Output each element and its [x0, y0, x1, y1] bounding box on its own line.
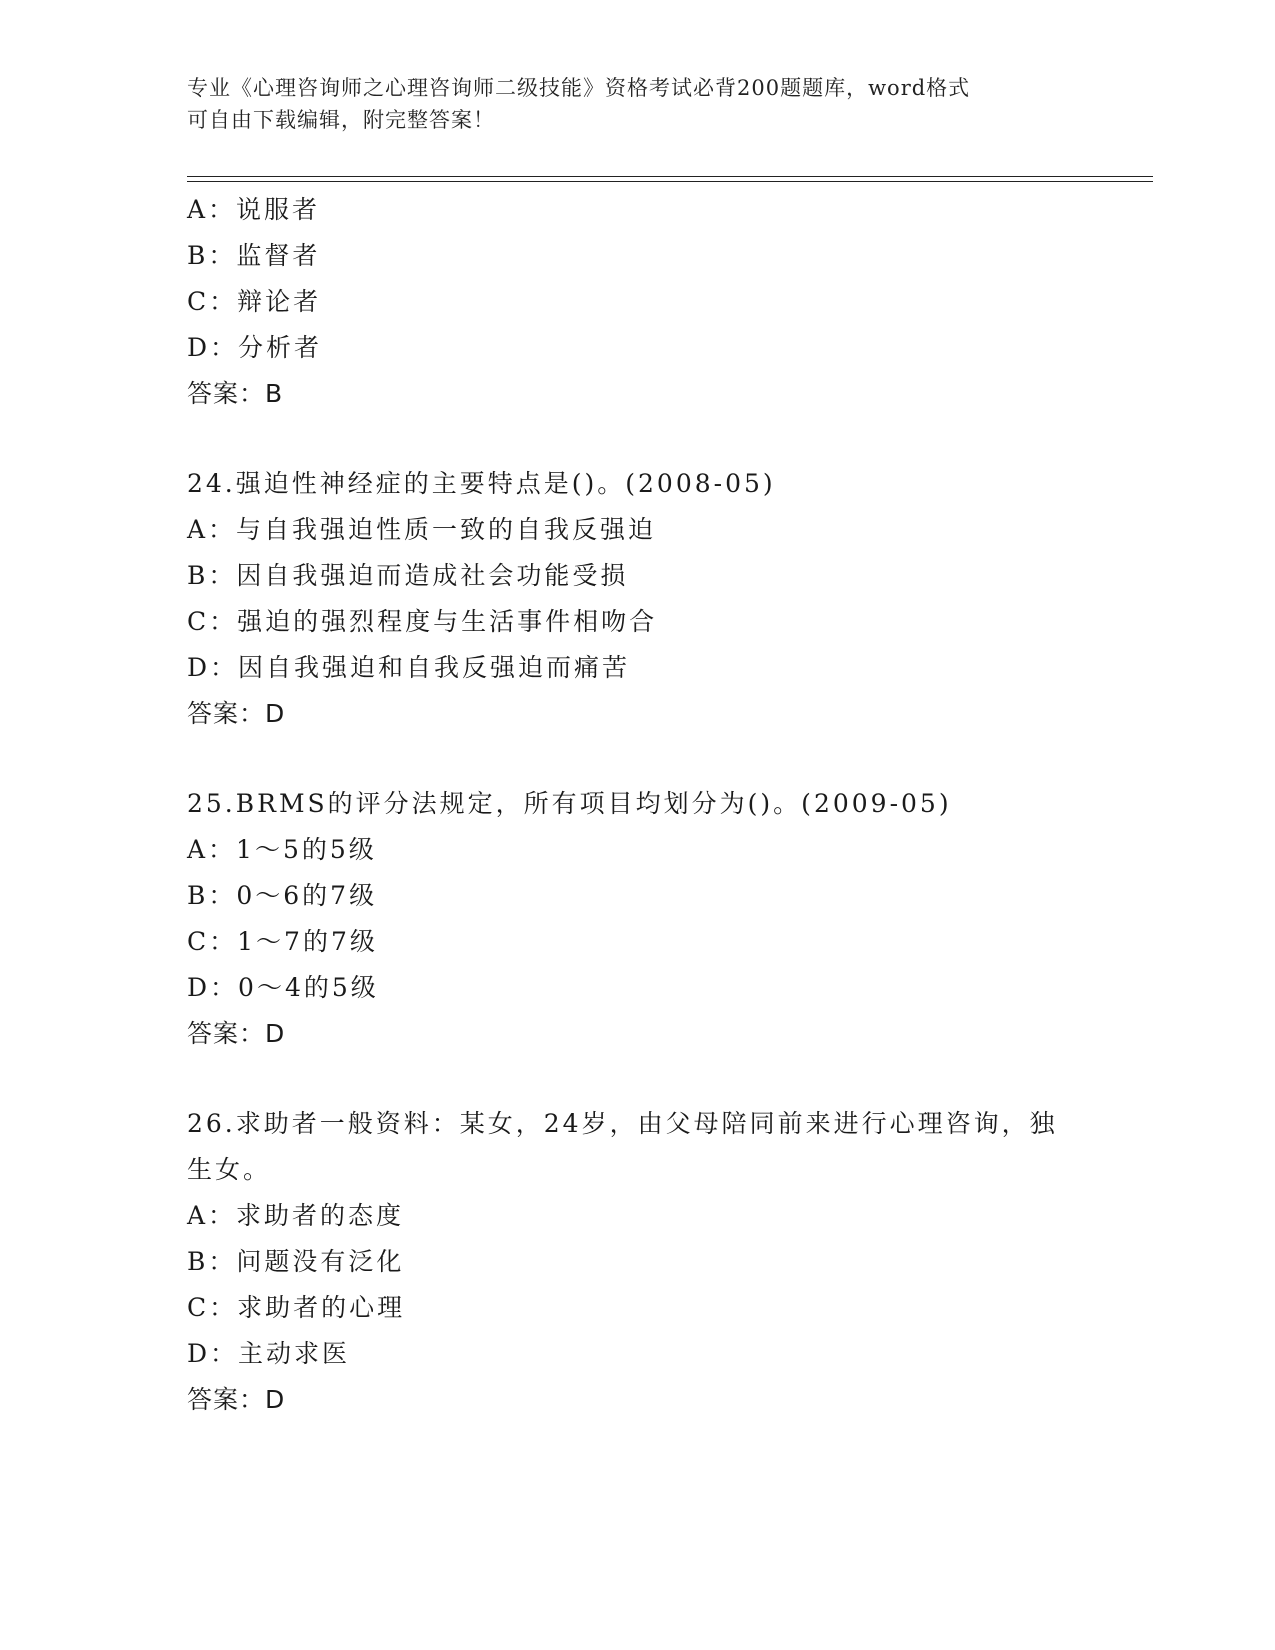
option-b: B：问题没有泛化 [187, 1247, 405, 1276]
header-line-1: 专业《心理咨询师之心理咨询师二级技能》资格考试必背200题题库，word格式 [187, 76, 971, 100]
header-rule-bottom [187, 181, 1153, 182]
question-block-24 [187, 461, 1087, 737]
question-text: 25.BRMS的评分法规定，所有项目均划分为()。(2009-05) [187, 789, 952, 818]
option-b: B：0～6的7级 [187, 881, 378, 910]
option-d: D：因自我强迫和自我反强迫而痛苦 [187, 653, 631, 682]
header-rule-top [187, 176, 1153, 177]
option-d: D：主动求医 [187, 1339, 351, 1368]
option-d: D：0～4的5级 [187, 973, 379, 1002]
option-c: C：强迫的强烈程度与生活事件相吻合 [187, 607, 658, 636]
option-a: A：与自我强迫性质一致的自我反强迫 [187, 515, 657, 544]
option-a: A：说服者 [187, 195, 321, 224]
option-b: B：因自我强迫而造成社会功能受损 [187, 561, 629, 590]
option-b: B：监督者 [187, 241, 321, 270]
question-block-23 [187, 187, 1087, 417]
block-spacer [187, 1057, 1087, 1101]
question-text-line-2: 生女。 [187, 1155, 272, 1184]
option-c: C：求助者的心理 [187, 1293, 406, 1322]
question-text: 24.强迫性神经症的主要特点是()。(2008-05) [187, 469, 776, 498]
option-a: A：1～5的5级 [187, 835, 377, 864]
option-c: C：1～7的7级 [187, 927, 378, 956]
question-list [187, 187, 1087, 1423]
question-block-25 [187, 781, 1087, 1057]
header-line-2: 可自由下载编辑，附完整答案！ [187, 108, 495, 132]
option-c: C：辩论者 [187, 287, 322, 316]
answer-line: 答案：D [187, 699, 286, 728]
block-spacer [187, 737, 1087, 781]
document-header [187, 72, 1067, 136]
question-text-line-1: 26.求助者一般资料：某女，24岁，由父母陪同前来进行心理咨询，独 [187, 1109, 1058, 1138]
answer-line: 答案：D [187, 1385, 286, 1414]
option-a: A：求助者的态度 [187, 1201, 405, 1230]
option-d: D：分析者 [187, 333, 323, 362]
question-block-26 [187, 1101, 1087, 1423]
answer-line: 答案：B [187, 379, 284, 408]
block-spacer [187, 417, 1087, 461]
answer-line: 答案：D [187, 1019, 286, 1048]
